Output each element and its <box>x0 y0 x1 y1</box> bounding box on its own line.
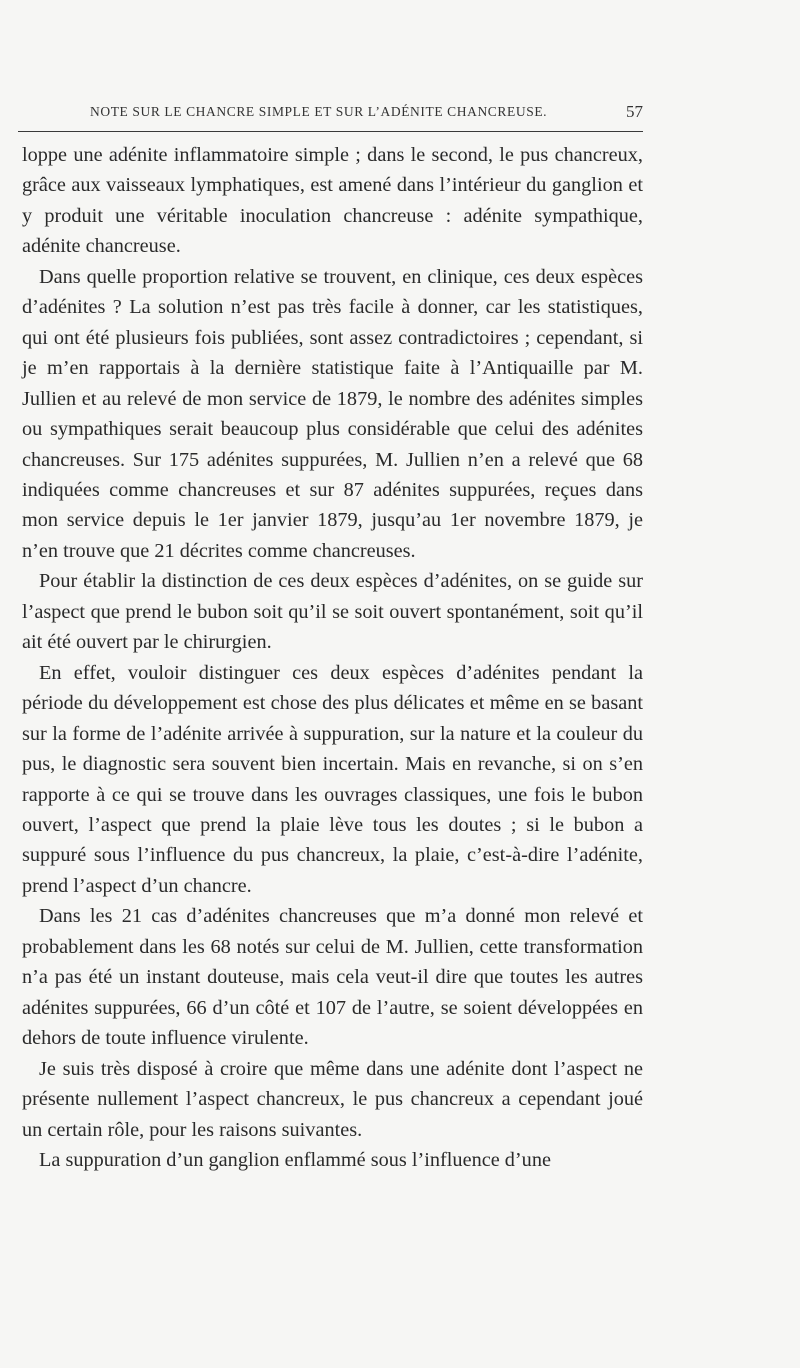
paragraph-statistics: Dans quelle proportion relative se trouvent, en clinique, ces deux espèces d’adénites ? La solution n’est pas très facile à donner, car les statistiques, qui ont été plusieurs fois publiées, sont assez contradictoires ; cependant, si je m’en rapportais à la dernière statistique faite à l’Antiquaille par M. Jullien et au relevé de mon service de 1879, le nombre des adénites simples ou sympathiques serait beaucoup plus considérable que celui des adénites chancreuses. Sur 175 adénites suppurées, M. Jullien n’en a relevé que 68 indiquées comme chancreuses et sur 87 adénites suppurées, reçues dans mon service depuis le 1er janvier 1879, jusqu’au 1er novembre 1879, je n’en trouve que 21 décrites comme chancreuses. <box>22 265 643 562</box>
body-text <box>22 140 643 1175</box>
paragraph-continuation: loppe une adénite inflammatoire simple ; dans le second, le pus chancreux, grâce aux vaisseaux lymphatiques, est amené dans l’intérieur du ganglion et y produit une véritable inoculation chancreuse : adénite sympathique, adénite chancreuse. <box>22 144 643 258</box>
paragraph-hypothesis: Je suis très disposé à croire que même dans une adénite dont l’aspect ne présente nullement l’aspect chancreux, le pus chancreux a cependant joué un certain rôle, pour les raisons suivantes. <box>22 1057 643 1141</box>
paragraph-diagnosis: En effet, vouloir distinguer ces deux espèces d’adénites pendant la période du développement est chose des plus délicates et même en se basant sur la forme de l’adénite arrivée à suppuration, sur la nature et la couleur du pus, le diagnostic sera souvent bien incertain. Mais en revanche, si on s’en rapporte à ce qui se trouve dans les ouvrages classiques, une fois le bubon ouvert, l’aspect que prend la plaie lève tous les doutes ; si le bubon a suppuré sous l’influence du pus chancreux, la plaie, c’est-à-dire l’adénite, prend l’aspect d’un chancre. <box>22 661 643 897</box>
running-head <box>90 104 643 124</box>
paragraph-cases: Dans les 21 cas d’adénites chancreuses que m’a donné mon relevé et probablement dans les 68 notés sur celui de M. Jullien, cette transformation n’a pas été un instant douteuse, mais cela veut-il dire que toutes les autres adénites suppurées, 66 d’un côté et 107 de l’autre, se soient développées en dehors de toute influence virulente. <box>22 905 643 1050</box>
paragraph-suppuration: La suppuration d’un ganglion enflammé sous l’influence d’une <box>39 1148 551 1171</box>
page-number: 57 <box>626 102 643 121</box>
running-title: NOTE SUR LE CHANCRE SIMPLE ET SUR L’ADÉNITE CHANCREUSE. <box>90 104 548 119</box>
header-rule <box>18 131 643 132</box>
paragraph-distinction: Pour établir la distinction de ces deux espèces d’adénites, on se guide sur l’aspect que prend le bubon soit qu’il se soit ouvert spontanément, soit qu’il ait été ouvert par le chirurgien. <box>22 570 643 654</box>
